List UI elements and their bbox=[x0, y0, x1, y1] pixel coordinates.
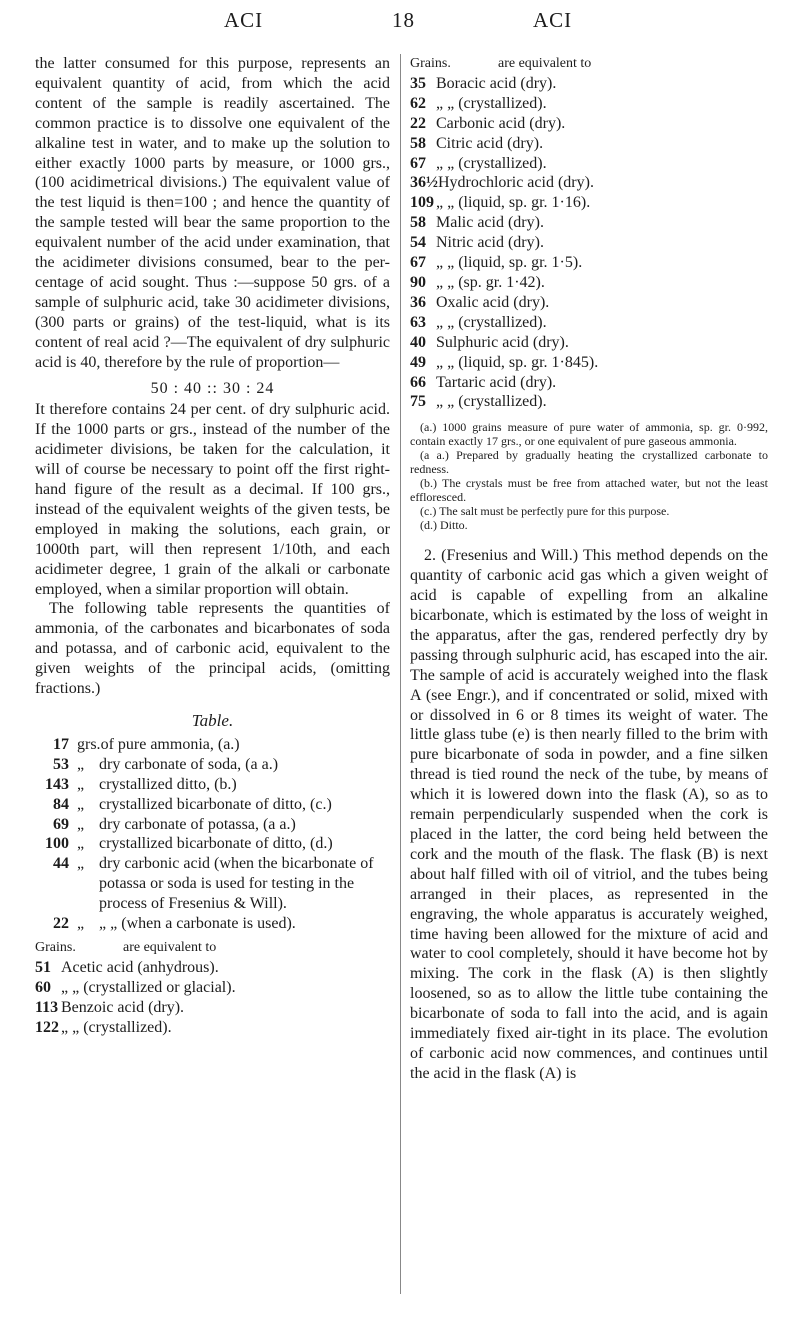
acid-grains: 67 bbox=[410, 254, 426, 272]
acid-grains: 58 bbox=[410, 214, 426, 232]
table-row-unit: „ bbox=[77, 855, 85, 873]
acid-grains: 122 bbox=[35, 1018, 59, 1036]
grains-label: Grains. bbox=[410, 56, 451, 71]
acid-row bbox=[410, 94, 768, 114]
acid-row bbox=[410, 333, 768, 353]
acid-name: Boracic acid (dry). bbox=[436, 74, 557, 92]
table-row-quantity: 17 bbox=[53, 735, 69, 753]
acid-row bbox=[410, 233, 768, 253]
acid-grains: 63 bbox=[410, 313, 426, 331]
grains-header bbox=[35, 938, 390, 958]
footnote: (c.) The salt must be perfectly pure for this purpose. bbox=[420, 504, 670, 519]
acid-name: Acetic acid (anhydrous). bbox=[61, 958, 219, 976]
equivalent-label: are equivalent to bbox=[123, 939, 217, 955]
acid-name: „ „ (liquid, sp. gr. 1·16). bbox=[436, 194, 591, 212]
table-title: Table. bbox=[191, 711, 234, 730]
paragraph-2: It therefore contains 24 per cent. of dry sulphuric acid. If the 1000 parts or grs., instead of the number of the acidimeter divisions, be taken for the calculation, it will of course be necessary to point off the first right-hand figure of the result as a decimal. If 100 grs., instead of the equivalent weights of the given tests, be employed in making the solutions, each grain, or 1000th part, will then represent 1/10th, and each acidimeter degree, 1 grain of the alkali or carbonate employed, when a similar proportion will obtain. bbox=[35, 401, 390, 598]
left-column bbox=[35, 54, 390, 1038]
acid-name: Hydrochloric acid (dry). bbox=[438, 174, 594, 192]
acid-grains: 54 bbox=[410, 234, 426, 252]
table-row bbox=[35, 755, 390, 775]
acid-name: „ „ (sp. gr. 1·42). bbox=[436, 273, 545, 291]
acid-grains: 66 bbox=[410, 373, 426, 391]
table-row-substance: crystallized bicarbonate of ditto, (c.) bbox=[99, 795, 332, 813]
acid-row bbox=[410, 114, 768, 134]
table-row-unit: „ bbox=[77, 815, 85, 833]
acid-row bbox=[35, 958, 390, 978]
table-row-quantity: 53 bbox=[53, 755, 69, 773]
acid-row bbox=[410, 74, 768, 94]
footnotes bbox=[410, 420, 768, 532]
table-row-substance: dry carbonate of potassa, (a a.) bbox=[99, 815, 296, 833]
proportion-line: 50 : 40 :: 30 : 24 bbox=[150, 379, 275, 397]
acid-name: Citric acid (dry). bbox=[436, 134, 544, 152]
table-row-quantity: 143 bbox=[45, 775, 69, 793]
acid-row bbox=[410, 273, 768, 293]
acid-row bbox=[410, 134, 768, 154]
acid-name: „ „ (crystallized). bbox=[436, 154, 547, 172]
acid-grains: 49 bbox=[410, 353, 426, 371]
section-2-paragraph: 2. (Fresenius and Will.) This method depends on the quantity of carbonic acid gas which a given weight of acid is capable of expelling from an alkaline bicarbonate, which is estimated by the loss of weight in the apparatus, after the gas, rendered perfectly dry by passing through sulphuric acid, has escaped into the air. The sample of acid is accurately weighed into the flask A (see Engr.), and if concentrated or solid, mixed with or dissolved in 6 or 8 times its weight of water. The little glass tube (e) is then nearly filled to the brim with pure bicarbonate of soda in powder, and a fine silken thread is tied round the neck of the tube, by means of which it is lowered down into the flask (A), so as to remain perpendicularly suspended when the cork is placed in the latter, the cord being held between the cork and the mouth of the flask. The flask (B) is next about half filled with oil of vitriol, and the tubes being arranged in their places, as represented in the engraving, the whole apparatus is accurately weighed, time having been allowed for the mixture of acid and water to cool completely, should it have become hot by mixing. The cork in the flask (A) is then slightly loosened, so as to allow the little tube containing the bicarbonate of soda to fall into the acid, and is again immediately fixed air-tight in its place. The evolution of carbonic acid now commences, and continues until the acid in the flask (A) is bbox=[410, 547, 768, 1082]
table-row bbox=[35, 795, 390, 815]
equivalents-table bbox=[35, 735, 390, 934]
table-row-substance: dry carbonic acid (when the bicarbonate of potassa or soda is used for testing in the process of Fresenius & Will). bbox=[99, 855, 374, 913]
acid-grains: 36½ bbox=[410, 174, 438, 192]
table-row-substance: of pure ammonia, (a.) bbox=[100, 735, 240, 753]
acid-name: Carbonic acid (dry). bbox=[436, 114, 566, 132]
acid-row bbox=[410, 353, 768, 373]
grains-label: Grains. bbox=[35, 939, 76, 955]
acid-grains: 62 bbox=[410, 94, 426, 112]
acid-name: „ „ (crystallized). bbox=[436, 313, 547, 331]
table-row-quantity: 22 bbox=[53, 915, 69, 933]
page-number: 18 bbox=[392, 8, 415, 32]
acid-grains: 51 bbox=[35, 958, 51, 976]
footnote: (b.) The crystals must be free from attached water, but not the least effloresced. bbox=[410, 476, 768, 505]
table-row-unit: grs. bbox=[77, 735, 101, 753]
acid-grains: 35 bbox=[410, 74, 426, 92]
acid-grains: 60 bbox=[35, 978, 51, 996]
table-row-quantity: 69 bbox=[53, 815, 69, 833]
acid-row bbox=[410, 313, 768, 333]
table-row bbox=[35, 914, 390, 934]
right-column bbox=[410, 54, 768, 1084]
acid-name: Malic acid (dry). bbox=[436, 214, 544, 232]
acid-row bbox=[410, 293, 768, 313]
acid-grains: 75 bbox=[410, 393, 426, 411]
acid-grains: 113 bbox=[35, 998, 59, 1016]
table-row bbox=[35, 834, 390, 854]
table-row-quantity: 44 bbox=[53, 855, 69, 873]
acid-row bbox=[410, 213, 768, 233]
acid-name: „ „ (liquid, sp. gr. 1·5). bbox=[436, 254, 583, 272]
running-header bbox=[0, 8, 800, 38]
table-row bbox=[35, 735, 390, 755]
acid-name: „ „ (crystallized or glacial). bbox=[61, 978, 236, 996]
table-row-substance: dry carbonate of soda, (a a.) bbox=[99, 755, 279, 773]
acid-grains: 58 bbox=[410, 134, 426, 152]
acid-name: Tartaric acid (dry). bbox=[436, 373, 557, 391]
table-row bbox=[35, 815, 390, 835]
footnote: (a a.) Prepared by gradually heating the crystallized carbonate to redness. bbox=[410, 448, 768, 477]
acid-grains: 109 bbox=[410, 194, 434, 212]
table-row bbox=[35, 854, 390, 914]
acid-row bbox=[410, 193, 768, 213]
acid-row bbox=[35, 1018, 390, 1038]
acid-row bbox=[410, 173, 768, 193]
header-left-word: ACI bbox=[224, 8, 264, 32]
paragraph-3: The following table represents the quantities of ammonia, of the carbonates and bicarbonates of soda and potassa, and of carbonic acid, equivalent to the given weights of the principal acids, (omitting fractions.) bbox=[35, 600, 390, 698]
right-acid-list bbox=[410, 74, 768, 412]
acid-grains: 36 bbox=[410, 293, 426, 311]
footnote: (a.) 1000 grains measure of pure water of ammonia, sp. gr. 0·992, contain exactly 17 grs., or one equivalent of pure gaseous ammonia. bbox=[410, 420, 768, 449]
table-row-unit: „ bbox=[77, 775, 85, 793]
equivalent-label: are equivalent to bbox=[498, 56, 592, 71]
acid-name: Sulphuric acid (dry). bbox=[436, 333, 569, 351]
table-row bbox=[35, 775, 390, 795]
grains-header bbox=[410, 54, 768, 74]
paragraph-1: the latter consumed for this purpose, represents an equivalent quantity of acid, from which the acid content of the sample is readily ascertained. The common practice is to dissolve one equivalent of the alkaline test in water, and to make up the solution to either exactly 1000 parts by measure, or 1000 grs., (100 acidimetrical divisions.) The equivalent value of the test liquid is then=100 ; and hence the quantity of the sample tested will bear the same proportion to the equivalent number of the acid under examination, that the acidimeter divisions consumed, bear to the per-centage of acid sought. Thus :—suppose 50 grs. of a sample of sulphuric acid, take 30 acidimeter divisions, (300 parts or grains) of the test-liquid, what is its content of real acid ?—The equivalent of dry sulphuric acid is 40, therefore by the rule of proportion— bbox=[35, 55, 390, 371]
header-right-word: ACI bbox=[533, 8, 573, 32]
acid-row bbox=[35, 998, 390, 1018]
footnote: (d.) Ditto. bbox=[420, 518, 468, 533]
acid-row bbox=[410, 154, 768, 174]
acid-row bbox=[410, 253, 768, 273]
table-row-unit: „ bbox=[77, 795, 85, 813]
table-row-substance: crystallized bicarbonate of ditto, (d.) bbox=[99, 835, 333, 853]
acid-row bbox=[410, 373, 768, 393]
table-row-quantity: 100 bbox=[45, 835, 69, 853]
table-row-unit: „ bbox=[77, 835, 85, 853]
column-divider bbox=[400, 54, 401, 1294]
acid-name: Nitric acid (dry). bbox=[436, 234, 544, 252]
acid-name: „ „ (crystallized). bbox=[61, 1018, 172, 1036]
acid-grains: 22 bbox=[410, 114, 426, 132]
table-row-quantity: 84 bbox=[53, 795, 69, 813]
acid-grains: 40 bbox=[410, 333, 426, 351]
acid-row bbox=[35, 978, 390, 998]
acid-grains: 67 bbox=[410, 154, 426, 172]
table-row-substance: „ „ (when a carbonate is used). bbox=[99, 915, 296, 933]
table-row-unit: „ bbox=[77, 915, 85, 933]
acid-name: Oxalic acid (dry). bbox=[436, 293, 550, 311]
acid-name: „ „ (liquid, sp. gr. 1·845). bbox=[436, 353, 599, 371]
acid-name: „ „ (crystallized). bbox=[436, 393, 547, 411]
table-row-unit: „ bbox=[77, 755, 85, 773]
acid-name: „ „ (crystallized). bbox=[436, 94, 547, 112]
acid-grains: 90 bbox=[410, 273, 426, 291]
acid-row bbox=[410, 392, 768, 412]
left-acid-list bbox=[35, 958, 390, 1038]
acid-name: Benzoic acid (dry). bbox=[61, 998, 185, 1016]
table-row-substance: crystallized ditto, (b.) bbox=[99, 775, 237, 793]
